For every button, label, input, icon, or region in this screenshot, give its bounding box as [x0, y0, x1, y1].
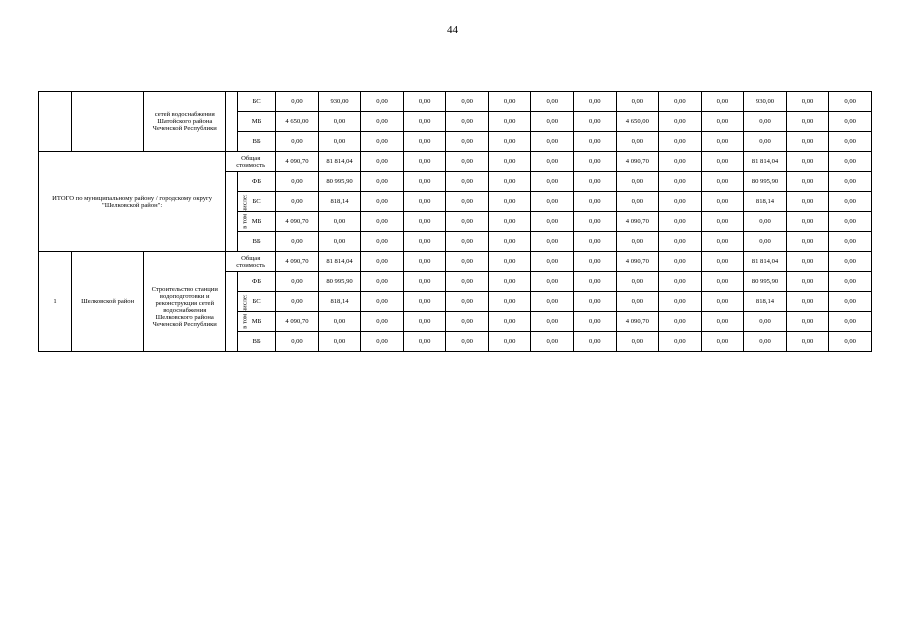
value-cell: 0,00 [701, 312, 744, 332]
funding-source-cell: ВБ [237, 332, 275, 352]
value-cell: 0,00 [318, 132, 361, 152]
value-cell: 0,00 [488, 252, 531, 272]
value-cell: 0,00 [488, 212, 531, 232]
value-cell: 0,00 [403, 212, 446, 232]
including-cell [226, 92, 238, 152]
value-cell: 0,00 [659, 112, 702, 132]
value-cell: 4 650,00 [616, 112, 659, 132]
value-cell: 0,00 [403, 112, 446, 132]
value-cell: 0,00 [403, 92, 446, 112]
value-cell: 0,00 [786, 92, 829, 112]
value-cell: 0,00 [574, 172, 617, 192]
value-cell: 0,00 [318, 112, 361, 132]
value-cell: 0,00 [361, 112, 404, 132]
value-cell: 0,00 [531, 212, 574, 232]
value-cell: 0,00 [829, 92, 872, 112]
value-cell: 0,00 [829, 112, 872, 132]
value-cell: 0,00 [403, 272, 446, 292]
value-cell: 0,00 [744, 212, 787, 232]
value-cell: 0,00 [446, 212, 489, 232]
value-cell: 0,00 [574, 152, 617, 172]
budget-table [38, 91, 872, 352]
value-cell: 0,00 [701, 292, 744, 312]
value-cell: 0,00 [361, 92, 404, 112]
funding-source-cell: БС [237, 192, 275, 212]
value-cell: 0,00 [361, 272, 404, 292]
value-cell: 0,00 [403, 312, 446, 332]
value-cell: 0,00 [403, 132, 446, 152]
value-cell: 0,00 [829, 212, 872, 232]
value-cell: 0,00 [531, 112, 574, 132]
value-cell: 0,00 [829, 332, 872, 352]
value-cell: 0,00 [361, 132, 404, 152]
value-cell: 0,00 [446, 152, 489, 172]
value-cell: 0,00 [829, 172, 872, 192]
funding-source-cell: БС [237, 92, 275, 112]
value-cell: 818,14 [744, 192, 787, 212]
value-cell: 818,14 [744, 292, 787, 312]
funding-source-cell: БС [237, 292, 275, 312]
value-cell: 0,00 [318, 212, 361, 232]
value-cell: 0,00 [659, 132, 702, 152]
value-cell: 0,00 [574, 272, 617, 292]
value-cell: 0,00 [446, 332, 489, 352]
value-cell: 0,00 [446, 292, 489, 312]
value-cell: 0,00 [701, 92, 744, 112]
value-cell: 0,00 [276, 332, 319, 352]
value-cell: 0,00 [361, 252, 404, 272]
value-cell: 0,00 [659, 252, 702, 272]
value-cell: 0,00 [616, 92, 659, 112]
value-cell: 0,00 [488, 192, 531, 212]
value-cell: 0,00 [659, 312, 702, 332]
value-cell: 0,00 [488, 172, 531, 192]
funding-source-cell: МБ [237, 312, 275, 332]
value-cell: 0,00 [744, 332, 787, 352]
value-cell: 0,00 [744, 312, 787, 332]
value-cell: 0,00 [829, 312, 872, 332]
value-cell: 0,00 [744, 112, 787, 132]
value-cell: 0,00 [829, 132, 872, 152]
value-cell: 0,00 [276, 172, 319, 192]
value-cell: 0,00 [361, 332, 404, 352]
value-cell: 0,00 [786, 292, 829, 312]
value-cell: 4 090,70 [616, 212, 659, 232]
value-cell: 0,00 [446, 132, 489, 152]
value-cell: 0,00 [276, 292, 319, 312]
municipality-cell [71, 92, 143, 152]
value-cell: 81 814,04 [744, 252, 787, 272]
value-cell: 0,00 [786, 112, 829, 132]
value-cell: 81 814,04 [744, 152, 787, 172]
value-cell: 0,00 [574, 92, 617, 112]
funding-source-cell: ФБ [237, 272, 275, 292]
value-cell: 0,00 [659, 172, 702, 192]
value-cell: 0,00 [659, 332, 702, 352]
value-cell: 0,00 [701, 112, 744, 132]
table-row [39, 92, 872, 112]
object-name-cell: сетей водоснабжения Шатойского района Чеченской Республики [144, 92, 226, 152]
value-cell: 0,00 [574, 192, 617, 212]
value-cell: 0,00 [403, 252, 446, 272]
value-cell: 0,00 [829, 252, 872, 272]
value-cell: 0,00 [531, 232, 574, 252]
value-cell: 0,00 [659, 272, 702, 292]
value-cell: 4 090,70 [616, 252, 659, 272]
value-cell: 0,00 [361, 232, 404, 252]
value-cell: 0,00 [488, 232, 531, 252]
value-cell: 0,00 [446, 272, 489, 292]
value-cell: 0,00 [786, 332, 829, 352]
value-cell: 0,00 [659, 192, 702, 212]
value-cell: 0,00 [744, 232, 787, 252]
value-cell: 0,00 [276, 272, 319, 292]
value-cell: 0,00 [659, 232, 702, 252]
value-cell: 0,00 [786, 272, 829, 292]
value-cell: 0,00 [531, 152, 574, 172]
value-cell: 0,00 [786, 312, 829, 332]
value-cell: 0,00 [446, 172, 489, 192]
value-cell: 0,00 [531, 332, 574, 352]
value-cell: 0,00 [659, 152, 702, 172]
value-cell: 0,00 [403, 192, 446, 212]
value-cell: 0,00 [361, 192, 404, 212]
value-cell: 0,00 [361, 152, 404, 172]
value-cell: 0,00 [616, 272, 659, 292]
value-cell: 0,00 [701, 272, 744, 292]
value-cell: 0,00 [531, 292, 574, 312]
value-cell: 4 090,70 [616, 312, 659, 332]
value-cell: 0,00 [659, 92, 702, 112]
number-cell [39, 92, 72, 152]
value-cell: 80 995,90 [318, 272, 361, 292]
value-cell: 0,00 [531, 272, 574, 292]
municipality-cell: Шелковской район [71, 252, 143, 352]
value-cell: 0,00 [276, 132, 319, 152]
value-cell: 0,00 [701, 172, 744, 192]
value-cell: 0,00 [829, 192, 872, 212]
value-cell: 0,00 [829, 232, 872, 252]
value-cell: 0,00 [829, 152, 872, 172]
value-cell: 0,00 [659, 212, 702, 232]
value-cell: 0,00 [701, 132, 744, 152]
table-row [39, 152, 872, 172]
value-cell: 0,00 [318, 312, 361, 332]
value-cell: 0,00 [574, 312, 617, 332]
value-cell: 0,00 [488, 312, 531, 332]
value-cell: 0,00 [531, 92, 574, 112]
value-cell: 0,00 [616, 192, 659, 212]
value-cell: 0,00 [786, 152, 829, 172]
value-cell: 0,00 [446, 252, 489, 272]
value-cell: 818,14 [318, 192, 361, 212]
value-cell: 80 995,90 [318, 172, 361, 192]
value-cell: 4 090,70 [616, 152, 659, 172]
value-cell: 0,00 [616, 232, 659, 252]
value-cell: 0,00 [744, 132, 787, 152]
value-cell: 0,00 [574, 112, 617, 132]
value-cell: 0,00 [531, 132, 574, 152]
value-cell: 0,00 [616, 132, 659, 152]
value-cell: 0,00 [488, 152, 531, 172]
value-cell: 0,00 [361, 172, 404, 192]
value-cell: 80 995,90 [744, 272, 787, 292]
value-cell: 0,00 [361, 312, 404, 332]
value-cell: 0,00 [701, 232, 744, 252]
value-cell: 0,00 [446, 92, 489, 112]
including-label-text: в том числе: [241, 294, 249, 329]
value-cell: 4 090,70 [276, 212, 319, 232]
value-cell: 0,00 [276, 92, 319, 112]
value-cell: 0,00 [786, 132, 829, 152]
value-cell: 0,00 [531, 312, 574, 332]
value-cell: 4 090,70 [276, 152, 319, 172]
value-cell: 0,00 [701, 192, 744, 212]
value-cell: 0,00 [701, 332, 744, 352]
value-cell: 0,00 [403, 152, 446, 172]
value-cell: 0,00 [786, 252, 829, 272]
value-cell: 0,00 [403, 232, 446, 252]
value-cell: 0,00 [659, 292, 702, 312]
including-label [226, 172, 249, 252]
object-name-cell: Строительство станции водоподготовки и реконструкция сетей водоснабжения Шелковского района Чеченской Республики [144, 252, 226, 352]
value-cell: 818,14 [318, 292, 361, 312]
value-cell: 0,00 [488, 132, 531, 152]
value-cell: 0,00 [446, 232, 489, 252]
value-cell: 0,00 [786, 192, 829, 212]
including-label [226, 272, 249, 352]
value-cell: 0,00 [531, 252, 574, 272]
number-cell: 1 [39, 252, 72, 352]
value-cell: 80 995,90 [744, 172, 787, 192]
total-cost-label: Общая стоимость [226, 252, 276, 272]
value-cell: 0,00 [276, 192, 319, 212]
value-cell: 4 650,00 [276, 112, 319, 132]
value-cell: 81 814,04 [318, 152, 361, 172]
value-cell: 81 814,04 [318, 252, 361, 272]
value-cell: 0,00 [616, 332, 659, 352]
value-cell: 0,00 [488, 272, 531, 292]
value-cell: 0,00 [786, 172, 829, 192]
value-cell: 0,00 [488, 292, 531, 312]
value-cell: 0,00 [531, 172, 574, 192]
total-title-cell: ИТОГО по муниципальному району / городскому округу "Шелковской район": [39, 152, 226, 252]
value-cell: 930,00 [744, 92, 787, 112]
value-cell: 0,00 [574, 332, 617, 352]
value-cell: 0,00 [361, 292, 404, 312]
page-number: 44 [447, 24, 458, 36]
value-cell: 0,00 [446, 192, 489, 212]
value-cell: 0,00 [531, 192, 574, 212]
value-cell: 0,00 [361, 212, 404, 232]
value-cell: 0,00 [786, 212, 829, 232]
value-cell: 0,00 [446, 312, 489, 332]
value-cell: 4 090,70 [276, 312, 319, 332]
value-cell: 0,00 [616, 172, 659, 192]
value-cell: 0,00 [701, 152, 744, 172]
value-cell: 0,00 [488, 332, 531, 352]
value-cell: 0,00 [701, 252, 744, 272]
funding-source-cell: ВБ [237, 232, 275, 252]
value-cell: 0,00 [829, 292, 872, 312]
value-cell: 930,00 [318, 92, 361, 112]
value-cell: 0,00 [488, 112, 531, 132]
funding-source-cell: ВБ [237, 132, 275, 152]
value-cell: 0,00 [318, 332, 361, 352]
value-cell: 0,00 [616, 292, 659, 312]
value-cell: 0,00 [488, 92, 531, 112]
value-cell: 0,00 [574, 232, 617, 252]
value-cell: 0,00 [318, 232, 361, 252]
funding-source-cell: МБ [237, 212, 275, 232]
total-cost-label: Общая стоимость [226, 152, 276, 172]
value-cell: 0,00 [786, 232, 829, 252]
table-row [39, 252, 872, 272]
funding-source-cell: ФБ [237, 172, 275, 192]
value-cell: 4 090,70 [276, 252, 319, 272]
value-cell: 0,00 [403, 292, 446, 312]
value-cell: 0,00 [446, 112, 489, 132]
funding-source-cell: МБ [237, 112, 275, 132]
value-cell: 0,00 [574, 212, 617, 232]
value-cell: 0,00 [701, 212, 744, 232]
value-cell: 0,00 [403, 172, 446, 192]
value-cell: 0,00 [829, 272, 872, 292]
including-label-text: в том числе: [241, 194, 249, 229]
value-cell: 0,00 [574, 292, 617, 312]
value-cell: 0,00 [403, 332, 446, 352]
value-cell: 0,00 [276, 232, 319, 252]
value-cell: 0,00 [574, 252, 617, 272]
value-cell: 0,00 [574, 132, 617, 152]
